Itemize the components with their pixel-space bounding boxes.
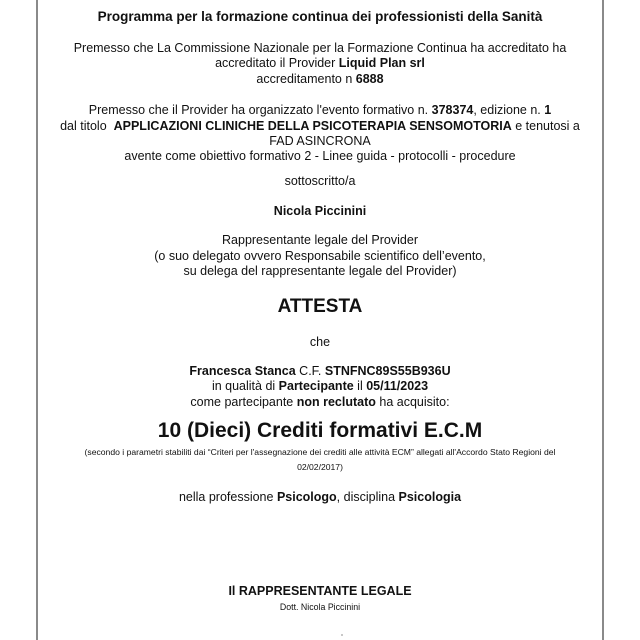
discipline-prefix: , disciplina (336, 490, 399, 504)
participant-cf: STNFNC89S55B936U (324, 364, 451, 378)
signatory-role-line-2: (o suo delegato ovvero Responsabile scientifico dell’evento, (154, 249, 486, 263)
role-prefix: in qualità di (211, 379, 279, 393)
che-text: che (309, 335, 331, 349)
event-title: APPLICAZIONI CLINICHE DELLA PSICOTERAPIA SENSOMOTORIA (113, 119, 512, 133)
accreditation-number-prefix: accreditamento n (256, 72, 356, 86)
signature-mark (341, 634, 343, 636)
event-line-2 (38, 119, 602, 134)
provider-name: Liquid Plan srl (338, 56, 425, 70)
profession-line (38, 490, 602, 505)
signatory-role-line-1: Rappresentante legale del Provider (222, 233, 418, 247)
event-title-prefix: dal titolo (60, 119, 114, 133)
event-number-prefix: Premesso che il Provider ha organizzato l'evento formativo n. (88, 103, 432, 117)
status-suffix: ha acquisito: (375, 395, 450, 409)
participation-date: 05/11/2023 (366, 379, 429, 393)
event-location: FAD ASINCRONA (269, 134, 371, 148)
accreditation-line-3 (38, 72, 602, 87)
cf-label: C.F. (295, 364, 325, 378)
participant-line-3 (38, 395, 602, 410)
page-border-left (36, 0, 38, 640)
document-title: Programma per la formazione continua dei professionisti della Sanità (97, 9, 543, 24)
signature-title: Il RAPPRESENTANTE LEGALE (228, 584, 412, 598)
accreditation-line-1: Premesso che La Commissione Nazionale per la Formazione Continua ha accreditato ha (73, 41, 567, 55)
credits-note-line-2: 02/02/2017) (297, 462, 343, 472)
event-objective: avente come obiettivo formativo 2 - Linee guida - protocolli - procedure (124, 149, 516, 163)
event-number: 378374 (431, 103, 474, 117)
status-prefix: come partecipante (190, 395, 297, 409)
discipline-value: Psicologia (398, 490, 462, 504)
accreditation-provider-prefix: accreditato il Provider (215, 56, 339, 70)
participant-status: non reclutato (296, 395, 376, 409)
attesta-heading: ATTESTA (277, 296, 363, 317)
participant-name: Francesca Stanca (189, 364, 296, 378)
signatory-role-line-3: su delega del rappresentante legale del Provider) (183, 264, 457, 278)
profession-prefix: nella professione (178, 490, 277, 504)
participant-line-1 (38, 364, 602, 379)
edition-number: 1 (544, 103, 552, 117)
page-border-right (602, 0, 604, 640)
signatory-name-text: Nicola Piccinini (273, 204, 367, 218)
signature-name: Dott. Nicola Piccinini (279, 602, 361, 612)
edition-prefix: , edizione n. (473, 103, 545, 117)
profession-value: Psicologo (276, 490, 337, 504)
participant-line-2 (38, 379, 602, 394)
participant-role: Partecipante (278, 379, 354, 393)
credits-headline: 10 (Dieci) Crediti formativi E.C.M (157, 419, 483, 442)
accreditation-line-2 (38, 56, 602, 71)
date-prefix: il (353, 379, 367, 393)
credits-note-line-1: (secondo i parametri stabiliti dai “Criteri per l'assegnazione dei crediti alle attività ECM” allegati all'Accordo Stato Regioni del (84, 447, 556, 457)
accreditation-number: 6888 (355, 72, 384, 86)
signatory-name (38, 204, 602, 219)
event-line-1 (38, 103, 602, 118)
signatory-label: sottoscritto/a (284, 174, 356, 188)
event-title-suffix: e tenutosi a (511, 119, 580, 133)
